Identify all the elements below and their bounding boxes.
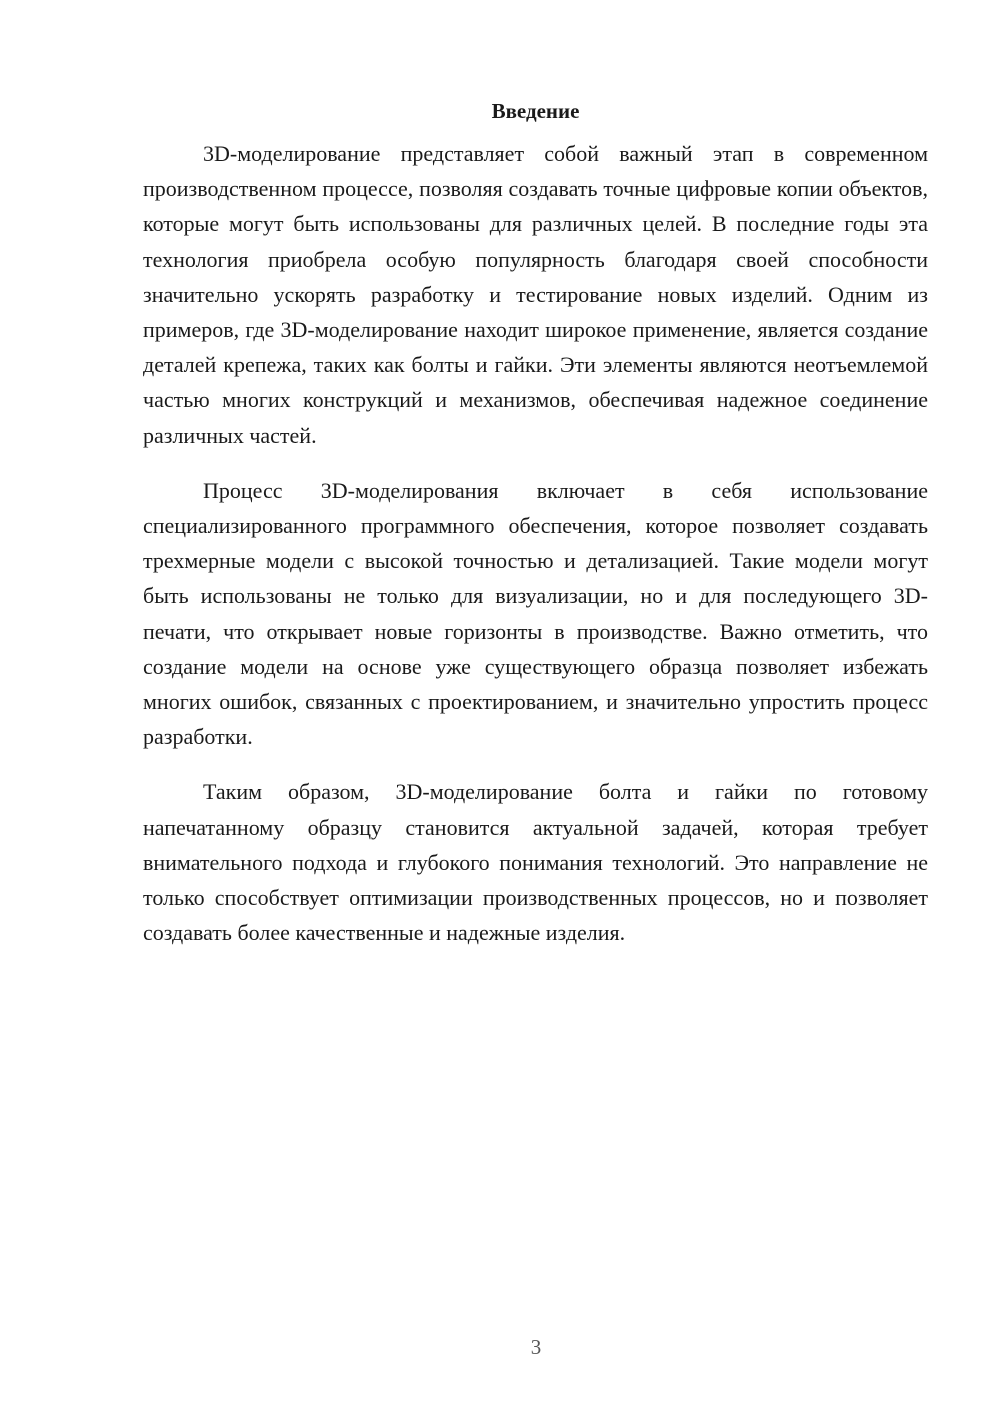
section-heading: Введение [491,99,580,123]
page-content [143,96,928,970]
page-number: 3 [530,1335,542,1359]
paragraph-1: 3D-моделирование представляет собой важный этап в современном производственном процессе, позволяя создавать точные цифровые копии объектов, которые могут быть использованы для различных целей. В последние годы эта технология приобрела особую популярность благодаря своей способности значительно ускорять разработку и тестирование новых изделий. Одним из примеров, где 3D-моделирование находит широкое применение, является создание деталей крепежа, таких как болты и гайки. Эти элементы являются неотъемлемой частью многих конструкций и механизмов, обеспечивая надежное соединение различных частей. [143,141,928,448]
paragraph-2: Процесс 3D-моделирования включает в себя использование специализированного программного обеспечения, которое позволяет создавать трехмерные модели с высокой точностью и детализацией. Такие модели могут быть использованы не только для визуализации, но и для последующего 3D-печати, что открывает новые горизонты в производстве. Важно отметить, что создание модели на основе уже существующего образца позволяет избежать многих ошибок, связанных с проектированием, и значительно упростить процесс разработки. [143,477,928,750]
paragraph-3: Таким образом, 3D-моделирование болта и гайки по готовому напечатанному образцу становится актуальной задачей, которая требует внимательного подхода и глубокого понимания технологий. Это направление не только способствует оптимизации производственных процессов, но и позволяет создавать более качественные и надежные изделия. [143,779,928,946]
